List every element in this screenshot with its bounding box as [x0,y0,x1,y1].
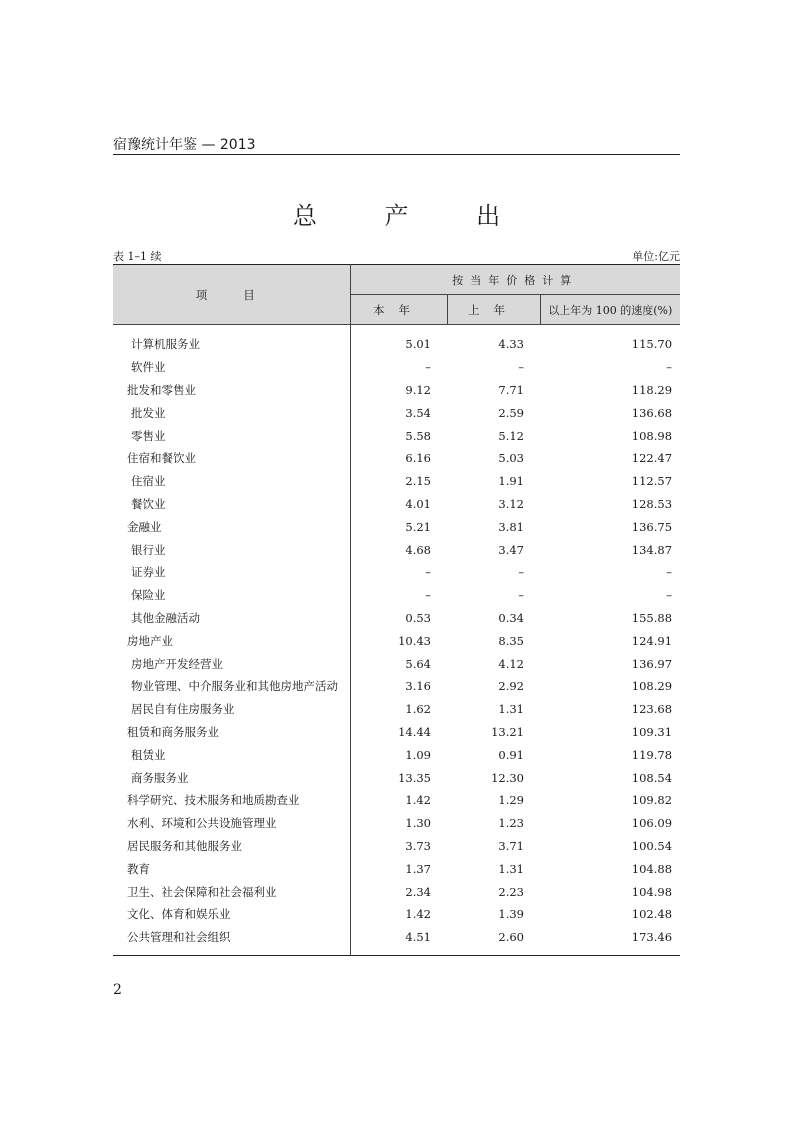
row-item-label: 零售业 [113,424,350,447]
row-current-value: 0.53 [405,610,431,625]
row-rate-value: 119.78 [631,747,673,762]
row-item-label: 水利、环境和公共设施管理业 [113,812,350,835]
row-rate-value: 109.31 [631,724,673,739]
row-item-label: 房地产业 [113,629,350,652]
row-item-label: 银行业 [113,538,350,561]
table-row [113,424,680,447]
row-item-label: 批发业 [113,401,350,424]
row-rate-value: 122.47 [631,451,673,466]
row-current-value: 4.01 [405,496,431,511]
row-current-value: 2.15 [405,474,431,489]
row-rate-value: 115.70 [631,337,673,352]
row-item-label: 住宿业 [113,470,350,493]
row-previous-value: 1.39 [498,907,524,922]
row-previous-value: 2.60 [498,930,524,945]
row-rate-value: 102.48 [631,907,673,922]
row-current-value: 5.64 [405,656,431,671]
row-rate-value: 134.87 [631,542,673,557]
table-row [113,903,680,926]
table-row [113,880,680,903]
table-row [113,743,680,766]
output-table [113,264,680,956]
row-previous-value: 1.31 [498,861,524,876]
row-item-label: 批发和零售业 [113,379,350,402]
row-current-value: 4.51 [405,930,431,945]
row-item-label: 物业管理、中介服务业和其他房地产活动 [113,675,350,698]
running-head: 宿豫统计年鉴 — 2013 [113,134,680,155]
row-item-label: 居民自有住房服务业 [113,698,350,721]
table-row [113,812,680,835]
row-item-label: 其他金融活动 [113,607,350,630]
table-row [113,325,680,356]
header-rate: 以上年为 100 的速度(%) [540,295,680,325]
table-row [113,470,680,493]
row-current-value: 1.37 [405,861,431,876]
row-item-label: 证券业 [113,561,350,584]
row-previous-value: – [518,360,524,375]
table-row [113,379,680,402]
row-current-value: – [425,588,431,603]
row-current-value: 3.73 [405,838,431,853]
row-item-label: 餐饮业 [113,493,350,516]
row-current-value: 9.12 [405,382,431,397]
row-current-value: 4.68 [405,542,431,557]
table-row [113,766,680,789]
table-body [113,325,680,956]
row-current-value: 14.44 [398,724,431,739]
table-row [113,561,680,584]
data-table-container [113,264,680,956]
row-previous-value: 13.21 [491,724,524,739]
unit-label: 单位:亿元 [632,250,680,263]
row-item-label: 软件业 [113,356,350,379]
table-row [113,447,680,470]
page-number: 2 [113,982,122,998]
row-item-label: 居民服务和其他服务业 [113,835,350,858]
table-row [113,698,680,721]
table-row [113,538,680,561]
table-row [113,493,680,516]
table-row [113,652,680,675]
row-current-value: 5.21 [405,519,431,534]
row-current-value: 6.16 [405,451,431,466]
table-row [113,926,680,955]
row-previous-value: 3.71 [498,838,524,853]
row-previous-value: 1.29 [498,793,524,808]
table-row [113,721,680,744]
row-previous-value: 2.59 [498,405,524,420]
row-item-label: 住宿和餐饮业 [113,447,350,470]
row-current-value: 1.42 [405,907,431,922]
table-label: 表 1–1 续 [113,250,162,263]
table-row [113,629,680,652]
row-current-value: 10.43 [398,633,431,648]
row-rate-value: – [666,360,673,375]
row-previous-value: 1.23 [498,816,524,831]
row-rate-value: 100.54 [631,838,673,853]
row-rate-value: 173.46 [631,930,673,945]
row-item-label: 卫生、社会保障和社会福利业 [113,880,350,903]
table-row [113,675,680,698]
row-rate-value: 104.98 [631,884,673,899]
row-previous-value: 8.35 [498,633,524,648]
row-rate-value: 108.54 [631,770,673,785]
row-item-label: 商务服务业 [113,766,350,789]
table-row [113,835,680,858]
row-previous-value: 12.30 [491,770,524,785]
row-previous-value: 1.91 [498,474,524,489]
table-row [113,401,680,424]
row-previous-value: 5.12 [498,428,524,443]
table-row [113,356,680,379]
row-item-label: 房地产开发经营业 [113,652,350,675]
row-rate-value: 128.53 [631,496,673,511]
table-row [113,607,680,630]
row-item-label: 金融业 [113,515,350,538]
table-row [113,584,680,607]
row-current-value: 3.16 [405,679,431,694]
row-rate-value: 123.68 [631,702,673,717]
row-previous-value: – [518,565,524,580]
row-rate-value: 109.82 [631,793,673,808]
row-item-label: 文化、体育和娱乐业 [113,903,350,926]
header-previous: 上年 [447,295,540,325]
row-item-label: 教育 [113,857,350,880]
table-row [113,857,680,880]
row-previous-value: 3.81 [498,519,524,534]
table-meta [113,248,680,264]
row-current-value: 3.54 [405,405,431,420]
row-previous-value: 2.92 [498,679,524,694]
row-previous-value: 4.33 [498,337,524,352]
row-rate-value: 118.29 [631,382,673,397]
row-item-label: 租赁业 [113,743,350,766]
row-rate-value: 124.91 [631,633,673,648]
row-rate-value: 108.29 [631,679,673,694]
row-previous-value: 7.71 [498,382,524,397]
row-rate-value: 108.98 [631,428,673,443]
row-rate-value: – [666,588,673,603]
row-previous-value: 5.03 [498,451,524,466]
row-item-label: 科学研究、技术服务和地质勘查业 [113,789,350,812]
row-rate-value: 112.57 [631,474,673,489]
row-item-label: 保险业 [113,584,350,607]
row-rate-value: 136.68 [631,405,673,420]
row-previous-value: 3.47 [498,542,524,557]
table-row [113,789,680,812]
row-rate-value: – [666,565,673,580]
row-current-value: – [425,360,431,375]
row-previous-value: 4.12 [498,656,524,671]
row-rate-value: 136.97 [631,656,673,671]
page-title: 总 产 出 [292,202,531,230]
row-previous-value: – [518,588,524,603]
header-item: 项目 [113,265,350,325]
row-current-value: 1.09 [405,747,431,762]
row-current-value: 5.01 [405,337,431,352]
table-row [113,515,680,538]
row-current-value: 13.35 [398,770,431,785]
row-rate-value: 155.88 [631,610,673,625]
table-header [113,265,680,325]
header-current: 本年 [350,295,447,325]
row-current-value: 1.62 [405,702,431,717]
row-item-label: 计算机服务业 [113,325,350,356]
row-item-label: 公共管理和社会组织 [113,926,350,955]
row-previous-value: 1.31 [498,702,524,717]
row-current-value: 1.42 [405,793,431,808]
row-rate-value: 136.75 [631,519,673,534]
row-previous-value: 0.34 [498,610,524,625]
row-previous-value: 2.23 [498,884,524,899]
row-current-value: – [425,565,431,580]
row-rate-value: 104.88 [631,861,673,876]
header-group: 按当年价格计算 [350,265,680,295]
row-current-value: 2.34 [405,884,431,899]
row-previous-value: 3.12 [498,496,524,511]
row-current-value: 5.58 [405,428,431,443]
row-current-value: 1.30 [405,816,431,831]
row-previous-value: 0.91 [498,747,524,762]
row-item-label: 租赁和商务服务业 [113,721,350,744]
row-rate-value: 106.09 [631,816,673,831]
